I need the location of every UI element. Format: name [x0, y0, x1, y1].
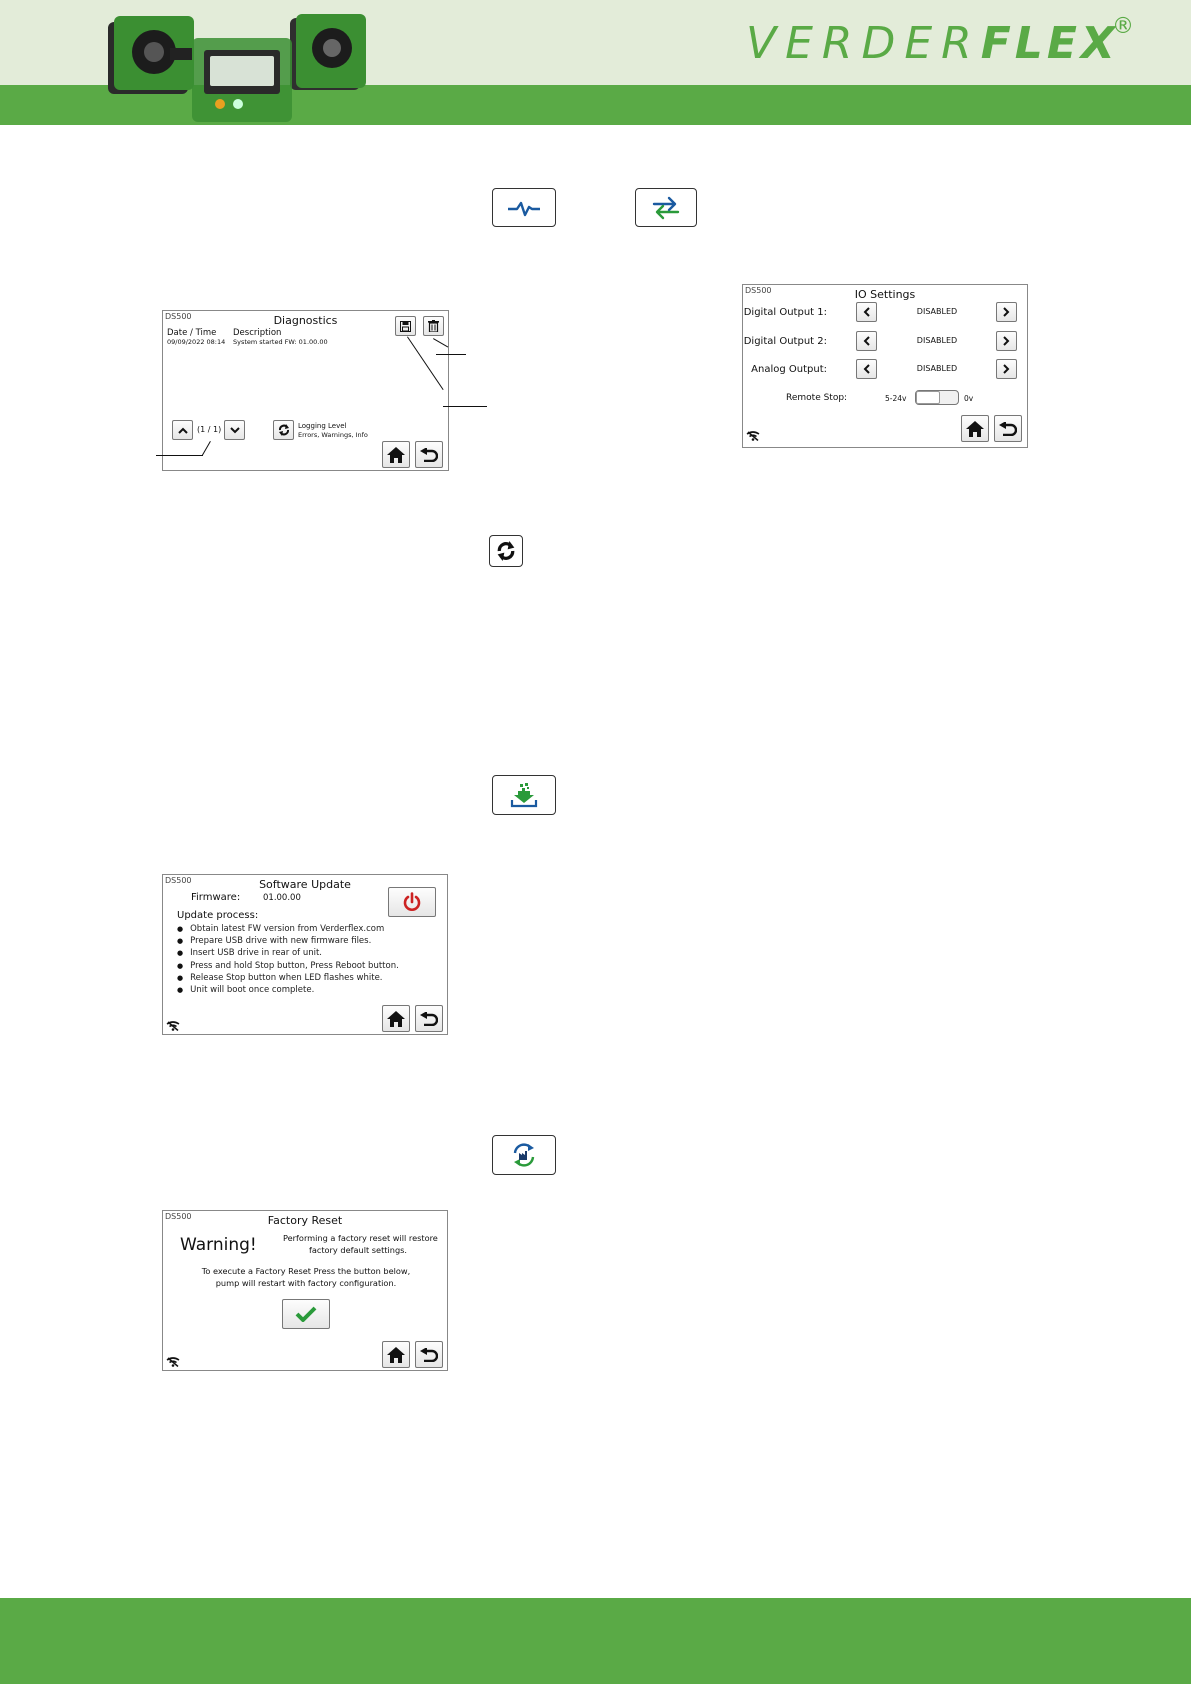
- logo-text-verder: VERDER: [746, 18, 981, 69]
- instruction-line1: To execute a Factory Reset Press the button below,: [201, 1266, 411, 1276]
- diagnostics-screen: [162, 310, 449, 471]
- digital-output-2-next-button[interactable]: [996, 331, 1017, 351]
- save-icon: [400, 321, 411, 332]
- remote-stop-left-label: 5-24v: [885, 394, 907, 403]
- home-icon: [387, 1011, 405, 1027]
- screen-title: IO Settings: [854, 288, 916, 301]
- chevron-left-icon: [863, 307, 870, 317]
- no-wifi-icon: [746, 431, 760, 441]
- digital-output-2-label: Digital Output 2:: [743, 336, 827, 347]
- delete-log-button[interactable]: [423, 316, 444, 336]
- analog-output-value: DISABLED: [916, 364, 958, 373]
- remote-stop-right-label: 0v: [964, 394, 974, 403]
- model-label: DS500: [165, 312, 192, 321]
- warning-heading: Warning!: [180, 1235, 257, 1255]
- home-button[interactable]: [382, 441, 410, 468]
- firmware-label: Firmware:: [191, 892, 241, 903]
- page-up-button[interactable]: [172, 420, 193, 440]
- chevron-left-icon: [863, 336, 870, 346]
- home-button[interactable]: [961, 415, 989, 442]
- factory-reset-screen: [162, 1210, 448, 1371]
- update-process-title: Update process:: [177, 910, 259, 921]
- logo-text-flex: FLEX: [980, 18, 1119, 69]
- power-icon: [402, 892, 422, 912]
- verderflex-logo: [746, 14, 1134, 78]
- logging-level-button[interactable]: [273, 420, 294, 440]
- page-down-button[interactable]: [224, 420, 245, 440]
- chevron-left-icon: [863, 364, 870, 374]
- logging-level-label: Logging Level: [298, 422, 347, 430]
- log-row-description: System started FW: 01.00.00: [233, 338, 328, 346]
- logging-level-value: Errors, Warnings, Info: [298, 431, 368, 439]
- home-icon: [387, 1347, 405, 1363]
- firmware-version: 01.00.00: [263, 893, 301, 903]
- chevron-right-icon: [1003, 336, 1010, 346]
- list-item: ● Release Stop button when LED flashes white.: [177, 972, 399, 984]
- refresh-icon: [278, 424, 290, 436]
- home-icon: [966, 421, 984, 437]
- update-steps-list: [177, 923, 399, 996]
- screen-title: Factory Reset: [267, 1214, 343, 1227]
- instruction-line2: pump will restart with factory configuration.: [215, 1278, 397, 1288]
- model-label: DS500: [165, 876, 192, 885]
- warning-message-line1: Performing a factory reset will restore: [283, 1233, 438, 1243]
- list-item: ● Insert USB drive in rear of unit.: [177, 947, 399, 959]
- page-indicator: (1 / 1): [197, 425, 222, 434]
- footer-band: [0, 1598, 1191, 1684]
- factory-reset-icon: [492, 1135, 556, 1175]
- callout-line-save-tail: [443, 406, 487, 407]
- list-item: ● Obtain latest FW version from Verderflex.com: [177, 923, 399, 935]
- list-item: ● Unit will boot once complete.: [177, 984, 399, 996]
- registered-mark: ®: [1112, 14, 1134, 39]
- check-icon: [295, 1306, 317, 1322]
- reboot-button[interactable]: [388, 887, 436, 917]
- column-header-date: Date / Time: [167, 328, 217, 338]
- pump-products-image: [100, 0, 390, 128]
- chevron-up-icon: [178, 427, 188, 434]
- digital-output-1-next-button[interactable]: [996, 302, 1017, 322]
- warning-message-line2: factory default settings.: [308, 1245, 408, 1255]
- software-update-icon: [492, 775, 556, 815]
- callout-line-delete-tail: [436, 354, 466, 355]
- digital-output-2-value: DISABLED: [916, 336, 958, 345]
- chevron-right-icon: [1003, 364, 1010, 374]
- back-icon: [420, 448, 438, 462]
- log-row-date: 09/09/2022 08:14: [167, 338, 226, 346]
- digital-output-1-label: Digital Output 1:: [743, 307, 827, 318]
- digital-output-1-prev-button[interactable]: [856, 302, 877, 322]
- callout-line-page-tail: [156, 455, 203, 456]
- logging-level-icon: [489, 535, 523, 567]
- analog-output-prev-button[interactable]: [856, 359, 877, 379]
- chevron-down-icon: [230, 427, 240, 434]
- analog-output-next-button[interactable]: [996, 359, 1017, 379]
- back-icon: [420, 1012, 438, 1026]
- model-label: DS500: [165, 1212, 192, 1221]
- remote-stop-label: Remote Stop:: [786, 393, 848, 403]
- no-wifi-icon: [166, 1357, 180, 1367]
- io-settings-screen: [742, 284, 1028, 448]
- save-log-button[interactable]: [395, 316, 416, 336]
- model-label: DS500: [745, 286, 772, 295]
- back-button[interactable]: [415, 441, 443, 468]
- back-button[interactable]: [415, 1341, 443, 1368]
- digital-output-1-value: DISABLED: [916, 307, 958, 316]
- back-icon: [999, 422, 1017, 436]
- analog-output-label: Analog Output:: [751, 364, 827, 375]
- toggle-knob: [916, 391, 940, 404]
- diagnostics-icon: [492, 188, 556, 227]
- software-update-screen: [162, 874, 448, 1035]
- no-wifi-icon: [166, 1021, 180, 1031]
- back-icon: [420, 1348, 438, 1362]
- confirm-reset-button[interactable]: [282, 1299, 330, 1329]
- chevron-right-icon: [1003, 307, 1010, 317]
- home-button[interactable]: [382, 1005, 410, 1032]
- home-icon: [387, 447, 405, 463]
- back-button[interactable]: [415, 1005, 443, 1032]
- column-header-description: Description: [233, 328, 282, 338]
- list-item: ● Prepare USB drive with new firmware files.: [177, 935, 399, 947]
- remote-stop-toggle[interactable]: [915, 390, 959, 405]
- list-item: ● Press and hold Stop button, Press Reboot button.: [177, 960, 399, 972]
- io-settings-icon: [635, 188, 697, 227]
- back-button[interactable]: [994, 415, 1022, 442]
- screen-title: Software Update: [259, 878, 351, 891]
- home-button[interactable]: [382, 1341, 410, 1368]
- screen-title: Diagnostics: [273, 314, 338, 327]
- digital-output-2-prev-button[interactable]: [856, 331, 877, 351]
- trash-icon: [428, 320, 439, 332]
